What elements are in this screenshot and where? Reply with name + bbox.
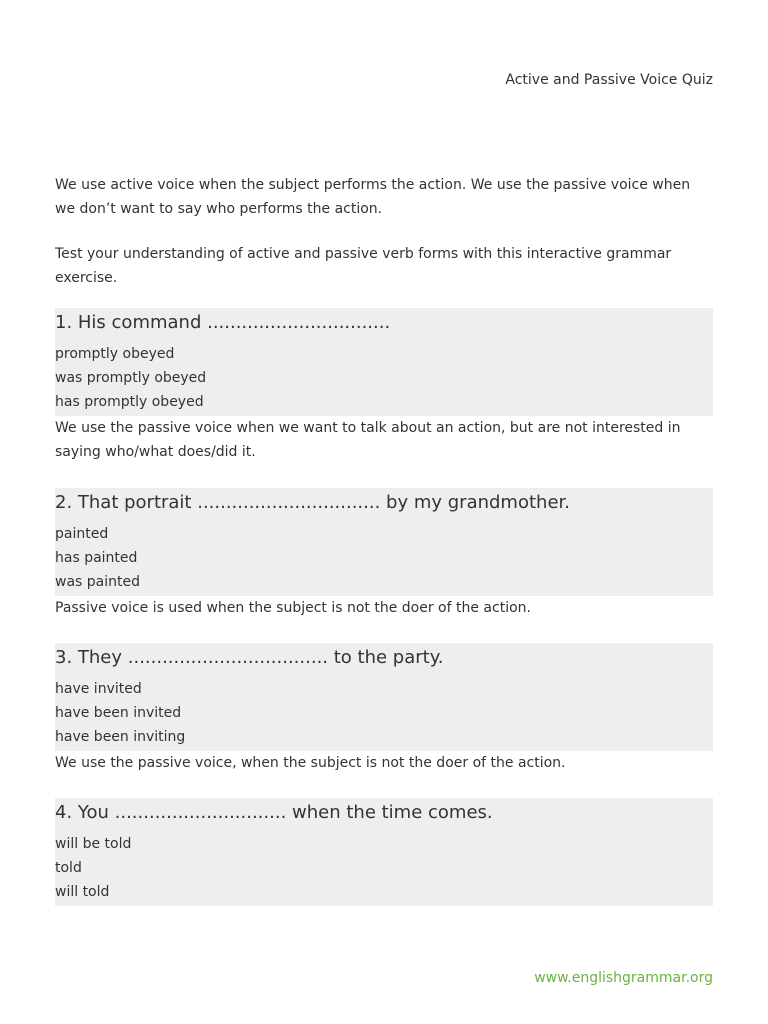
question-3-options <box>55 673 713 751</box>
question-3-explanation: We use the passive voice, when the subject is not the doer of the action. <box>55 755 566 771</box>
question-2-block <box>55 488 713 596</box>
question-2-explanation: Passive voice is used when the subject is not the doer of the action. <box>55 600 531 616</box>
question-4-option-b[interactable]: told <box>55 860 82 876</box>
question-1-option-a[interactable]: promptly obeyed <box>55 346 175 362</box>
question-4-block <box>55 798 713 906</box>
question-4 <box>55 798 713 906</box>
question-1 <box>55 308 713 464</box>
intro-paragraph-2: Test your understanding of active and passive verb forms with this interactive grammar exercise. <box>55 246 672 286</box>
question-2-option-b[interactable]: has painted <box>55 550 138 566</box>
page-title: Active and Passive Voice Quiz <box>505 72 713 88</box>
quiz-content <box>55 173 713 906</box>
question-4-option-a[interactable]: will be told <box>55 836 132 852</box>
question-1-title: 1. His command ................................ <box>55 312 391 333</box>
question-1-option-b[interactable]: was promptly obeyed <box>55 370 207 386</box>
question-3-block <box>55 643 713 751</box>
question-3-option-a[interactable]: have invited <box>55 681 142 697</box>
intro-paragraph-1: We use active voice when the subject performs the action. We use the passive voice when we don’t want to say who performs the action. <box>55 177 691 217</box>
question-3 <box>55 643 713 775</box>
question-2-option-c[interactable]: was painted <box>55 574 140 590</box>
question-1-explanation: We use the passive voice when we want to talk about an action, but are not interested in saying who/what does/did it. <box>55 420 681 460</box>
question-2-title: 2. That portrait ................................ by my grandmother. <box>55 492 570 513</box>
question-1-block <box>55 308 713 416</box>
question-3-option-b[interactable]: have been invited <box>55 705 182 721</box>
question-2-option-a[interactable]: painted <box>55 526 109 542</box>
question-2 <box>55 488 713 620</box>
question-1-option-c[interactable]: has promptly obeyed <box>55 394 204 410</box>
question-4-title: 4. You .............................. when the time comes. <box>55 802 493 823</box>
question-2-options <box>55 518 713 596</box>
question-3-title: 3. They ................................... to the party. <box>55 647 444 668</box>
question-4-options <box>55 828 713 906</box>
footer-site-link[interactable]: www.englishgrammar.org <box>534 970 713 986</box>
question-1-options <box>55 338 713 416</box>
question-4-option-c[interactable]: will told <box>55 884 110 900</box>
question-3-option-c[interactable]: have been inviting <box>55 729 186 745</box>
